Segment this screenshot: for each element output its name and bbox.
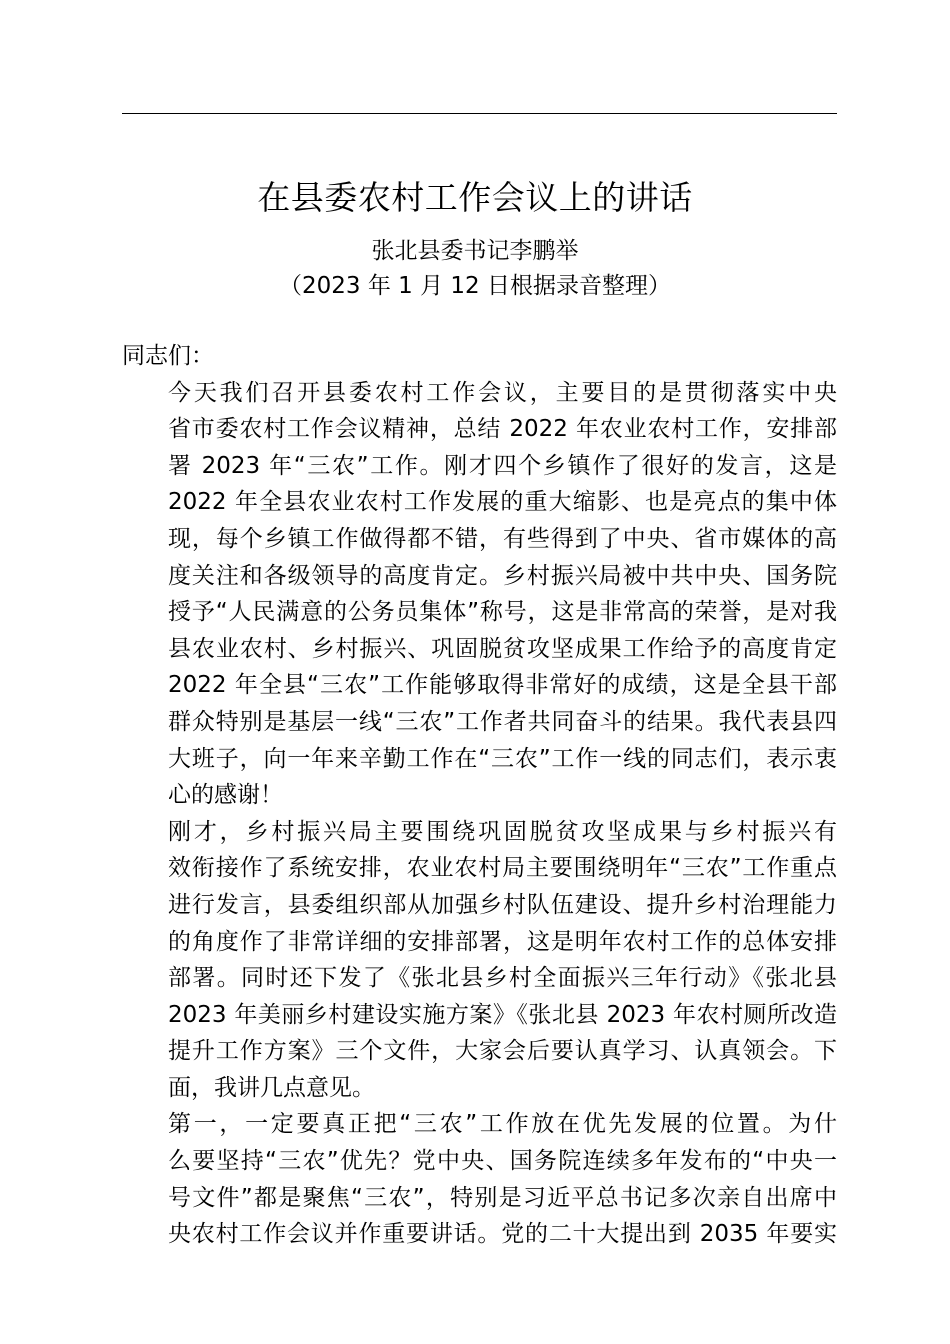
document-date-note: （2023 年 1 月 12 日根据录音整理）: [279, 273, 671, 299]
text-line: 刚才，乡村振兴局主要围绕巩固脱贫攻坚成果与乡村振兴有: [168, 818, 837, 845]
header-rule: [122, 113, 837, 114]
text-line: 今天我们召开县委农村工作会议，主要目的是贯彻落实中央: [168, 379, 837, 406]
text-line: 央农村工作会议并作重要讲话。党的二十大提出到 2035 年要实: [168, 1221, 837, 1248]
text-line: 效衔接作了系统安排，农业农村局主要围绕明年“三农”工作重点: [168, 855, 837, 882]
text-line: 群众特别是基层一线“三农”工作者共同奋斗的结果。我代表县四: [168, 708, 837, 735]
text-line: 2023 年美丽乡村建设实施方案》《张北县 2023 年农村厕所改造: [168, 1001, 837, 1028]
document-author: 张北县委书记李鹏举: [371, 238, 579, 264]
text-line: 县农业农村、乡村振兴、巩固脱贫攻坚成果工作给予的高度肯定: [168, 635, 837, 662]
text-line: 提升工作方案》三个文件，大家会后要认真学习、认真领会。下: [168, 1038, 837, 1065]
paragraph-3: [122, 1106, 837, 1252]
text-line: 大班子，向一年来辛勤工作在“三农”工作一线的同志们，表示衷: [168, 745, 837, 772]
text-line: 授予“人民满意的公务员集体”称号，这是非常高的荣誉，是对我: [168, 599, 837, 626]
text-line: 进行发言，县委组织部从加强乡村队伍建设、提升乡村治理能力: [168, 891, 837, 918]
document-body: [122, 338, 837, 1253]
text-line: 2022 年全县“三农”工作能够取得非常好的成绩，这是全县干部: [168, 672, 837, 699]
text-line: 度关注和各级领导的高度肯定。乡村振兴局被中共中央、国务院: [168, 562, 837, 589]
text-line: 心的感谢！: [168, 782, 283, 809]
paragraph-2: [122, 814, 837, 1107]
text-line: 署 2023 年“三农”工作。刚才四个乡镇作了很好的发言，这是: [168, 452, 837, 479]
paragraph-1: [122, 375, 837, 814]
text-line: 的角度作了非常详细的安排部署，这是明年农村工作的总体安排: [168, 928, 837, 955]
text-line: 省市委农村工作会议精神，总结 2022 年农业农村工作，安排部: [168, 416, 837, 443]
text-line: 部署。同时还下发了《张北县乡村全面振兴三年行动》《张北县: [168, 965, 837, 992]
text-line: 么要坚持“三农”优先？党中央、国务院连续多年发布的“中央一: [168, 1148, 837, 1175]
text-line: 现，每个乡镇工作做得都不错，有些得到了中央、省市媒体的高: [168, 525, 837, 552]
document-title: 在县委农村工作会议上的讲话: [257, 178, 693, 217]
salutation: 同志们：: [122, 343, 214, 369]
text-line: 号文件”都是聚焦“三农”，特别是习近平总书记多次亲自出席中: [168, 1184, 837, 1211]
text-line: 第一，一定要真正把“三农”工作放在优先发展的位置。为什: [168, 1111, 837, 1138]
text-line: 面，我讲几点意见。: [168, 1074, 375, 1101]
text-line: 2022 年全县农业农村工作发展的重大缩影、也是亮点的集中体: [168, 489, 837, 516]
